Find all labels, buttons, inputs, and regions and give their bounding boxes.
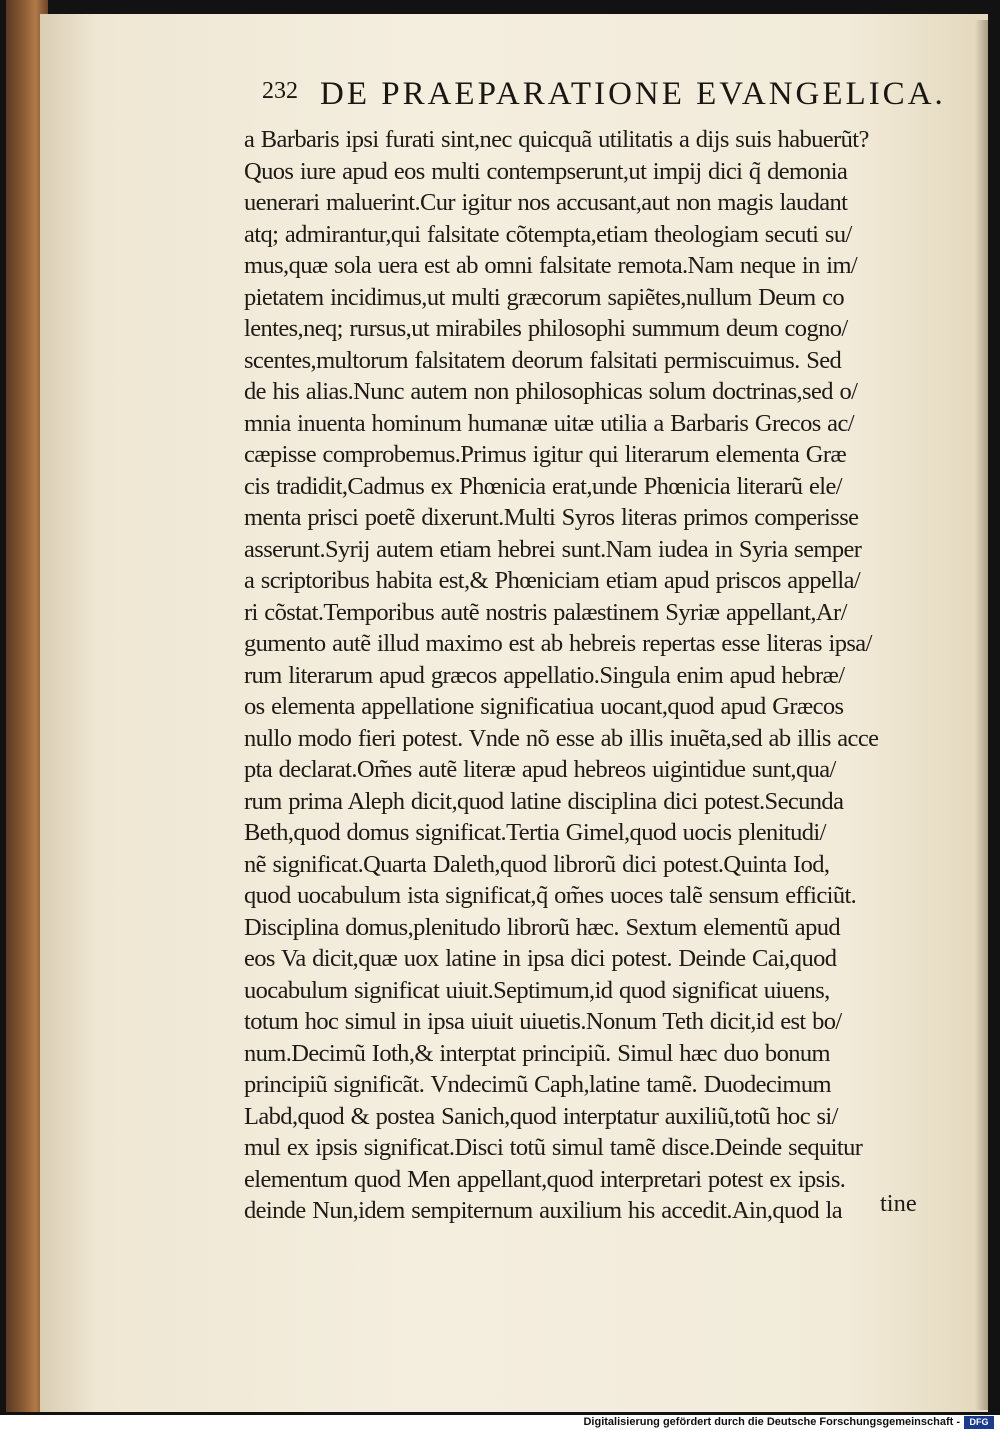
text-line: elementum quod Men appellant,quod interpretari potest ex ipsis.: [244, 1165, 846, 1193]
dfg-logo: DFG: [964, 1416, 994, 1429]
text-line: mus,quæ sola uera est ab omni falsitate remota.Nam neque in im/: [244, 252, 858, 279]
text-line: pietatem incidimus,ut multi græcorum sapiẽtes,nullum Deum co: [244, 283, 845, 311]
text-line: mnia inuenta hominum humanæ uitæ utilia a Barbaris Grecos ac/: [244, 409, 854, 437]
text-line: rum prima Aleph dicit,quod latine disciplina dici potest.Secunda: [244, 787, 844, 815]
text-line: Beth,quod domus significat.Tertia Gimel,quod uocis plenitudi/: [244, 819, 826, 846]
text-line: uocabulum significat uiuit.Septimum,id quod significat uiuens,: [244, 976, 830, 1004]
running-title: DE PRAEPARATIONE EVANGELICA.: [320, 76, 946, 112]
text-line: nullo modo fieri potest. Vnde nõ esse ab illis inuẽta,sed ab illis acce: [244, 724, 879, 752]
page-gutter-shadow: [975, 20, 988, 1410]
text-line: de his alias.Nunc autem non philosophicas solum doctrinas,sed o/: [244, 378, 858, 405]
text-line: eos Va dicit,quæ uox latine in ipsa dici potest. Deinde Cai,quod: [244, 945, 837, 972]
text-line: menta prisci poetẽ dixerunt.Multi Syros literas primos comperisse: [244, 504, 859, 531]
text-line: num.Decimũ Ioth,& interptat principiũ. Simul hæc duo bonum: [244, 1039, 830, 1067]
text-line: a Barbaris ipsi furati sint,nec quicquã utilitatis a dijs suis habuerũt?: [244, 126, 869, 153]
text-line: gumento autẽ illud maximo est ab hebreis repertas esse literas ipsa/: [244, 630, 872, 657]
catchword: tine: [880, 1190, 917, 1217]
text-line: asserunt.Syrij autem etiam hebrei sunt.Nam iudea in Syria semper: [244, 535, 862, 563]
text-line: totum hoc simul in ipsa uiuit uiuetis.Nonum Teth dicit,id est bo/: [244, 1008, 842, 1035]
text-line: mul ex ipsis significat.Disci totũ simul tamẽ disce.Deinde sequitur: [244, 1134, 863, 1161]
text-line: os elementa appellatione significatiua uocant,quod apud Græcos: [244, 693, 844, 720]
text-line: lentes,neq; rursus,ut mirabiles philosophi summum deum cogno/: [244, 315, 848, 342]
text-line: uenerari maluerint.Cur igitur nos accusant,aut non magis laudant: [244, 189, 848, 216]
text-line: deinde Nun,idem sempiternum auxilium his accedit.Ain,quod la: [244, 1197, 843, 1224]
text-line: rum literarum apud græcos appellatio.Singula enim apud hebræ/: [244, 661, 845, 689]
text-line: atq; admirantur,qui falsitate cõtempta,etiam theologiam secuti su/: [244, 220, 852, 248]
text-line: quod uocabulum ista significat,q̃ om̃es uoces talẽ sensum efficiũt.: [244, 882, 857, 909]
text-line: principiũ significãt. Vndecimũ Caph,latine tamẽ. Duodecimum: [244, 1071, 831, 1098]
text-line: pta declarat.Om̃es autẽ literæ apud hebreos uigintidue sunt,qua/: [244, 756, 836, 783]
main-text-block: [244, 124, 964, 1227]
text-line: cæpisse comprobemus.Primus igitur qui literarum elementa Græ: [244, 441, 847, 468]
funding-note: Digitalisierung gefördert durch die Deutsche Forschungsgemeinschaft -: [583, 1416, 960, 1428]
running-head: [262, 76, 962, 124]
text-line: nẽ significat.Quarta Daleth,quod librorũ dici potest.Quinta Iod,: [244, 850, 830, 878]
text-line: Quos iure apud eos multi contempserunt,ut impij dici q̃ demonia: [244, 157, 848, 185]
text-line: Disciplina domus,plenitudo librorũ hæc. Sextum elementũ apud: [244, 913, 841, 941]
text-line: cis tradidit,Cadmus ex Phœnicia erat,unde Phœnicia literarũ ele/: [244, 472, 842, 500]
text-line: ri cõstat.Temporibus autẽ nostris palæstinem Syriæ appellant,Ar/: [244, 598, 847, 626]
text-line: scentes,multorum falsitatem deorum falsitati permiscuimus. Sed: [244, 346, 842, 374]
text-line: a scriptoribus habita est,& Phœniciam etiam apud priscos appella/: [244, 567, 861, 594]
digitization-footer: [0, 1415, 1000, 1430]
text-line: Labd,quod & postea Sanich,quod interptatur auxiliũ,totũ hoc si/: [244, 1102, 838, 1130]
page-number: 232: [262, 78, 298, 104]
